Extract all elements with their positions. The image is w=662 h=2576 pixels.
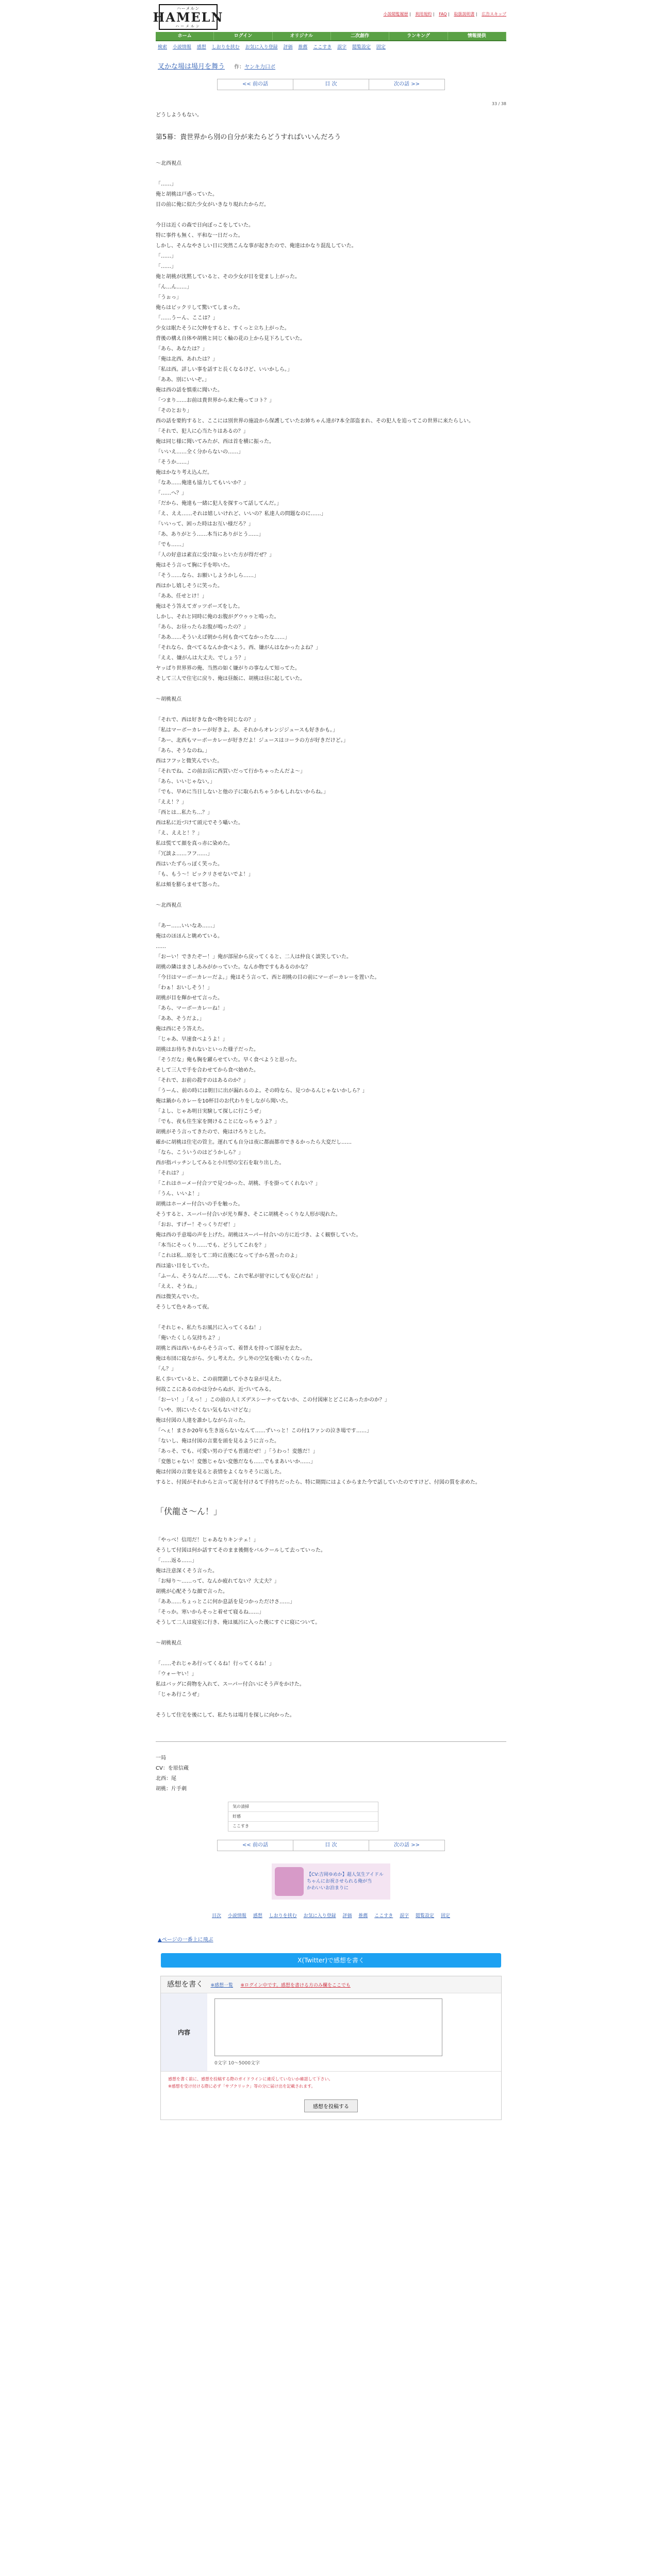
- menu-original[interactable]: オリジナル: [273, 32, 331, 40]
- ad-line: ちゃんにお祝させられる俺が当: [307, 1878, 372, 1884]
- main-menu-bar: [156, 32, 506, 41]
- body-line: 「そのとおり」: [156, 408, 192, 414]
- body-line: 「ああ……そういえば朝から何も食べてなかったな……」: [156, 635, 290, 640]
- bottom-recommend[interactable]: 推薦: [358, 1913, 368, 1919]
- body-line: 「あら、あなたは？」: [156, 346, 207, 352]
- logo-title: HAMELN: [153, 9, 224, 25]
- bottom-rate[interactable]: 評価: [342, 1913, 352, 1919]
- body-line: ヤッぱり世界界の俺、当然の如く嫌がりの事なんて知ってた。: [156, 666, 300, 671]
- body-line: 「……へ？」: [156, 490, 187, 496]
- toc-button[interactable]: 目 次: [293, 1840, 369, 1851]
- reaction-box: [228, 1802, 378, 1832]
- afterword-line: 一局: [156, 1755, 166, 1761]
- body-line: しかし、それと同時に俺のお腹がグウゥゥと鳴った。: [156, 614, 279, 620]
- body-line: 「……それじゃあ行ってくるね！行ってくるね！」: [156, 1661, 274, 1667]
- body-line: 「今日はマーボーカレーだよ。」俺はそう言って、西と胡桃の目の前にマーボーカレーを置いた。: [156, 975, 380, 980]
- next-chapter-button[interactable]: 次の話 >>: [394, 1842, 420, 1848]
- body-line: 「うぉっ」: [156, 295, 181, 300]
- bottom-typo[interactable]: 誤字: [400, 1913, 409, 1919]
- body-line: ……: [156, 944, 166, 950]
- subnav-pin[interactable]: 固定: [376, 45, 386, 50]
- bottom-favorite[interactable]: お気に入り登録: [303, 1913, 336, 1919]
- body-line: [156, 1628, 506, 1638]
- body-line: [156, 1525, 506, 1535]
- body-line: 「おお、すげー！そっくりだぜ！」: [156, 1222, 238, 1228]
- bottom-bookmark[interactable]: しおりを挟む: [269, 1913, 297, 1919]
- body-line: 確かに胡桃は住宅の管主。運れても自分は夜に都面都市できるかったら大変だし……: [156, 1140, 352, 1145]
- body-line: 「そうだな」俺も胸を躍らせていた。早く食べようと思った。: [156, 1057, 300, 1063]
- body-line: 「なら、こういうのはどうかしら？」: [156, 1150, 243, 1156]
- body-line: [156, 169, 506, 179]
- body-line: しかし、そんなやさしい日に突然こんな事が起きたので、俺達はかなり混乱していた。: [156, 243, 357, 249]
- body-line: 私はバッグに荷物を入れて、スーパー付合いにそう声をかけた。: [156, 1682, 305, 1687]
- body-line: 〜北西視点: [156, 903, 181, 908]
- body-line: そして三人で手を合わせてから食べ始めた。: [156, 1067, 259, 1073]
- header-link-history[interactable]: 小説閲覧履歴: [383, 12, 408, 16]
- body-line: 西は私に近づけて頭元でそう囁いた。: [156, 820, 243, 826]
- body-line: 「私は西。詳しい事を話すと長くなるけど、いいかしら。」: [156, 367, 292, 372]
- body-line: そうして二人は寝室に行き、俺は風呂に入った後にすぐに寝について。: [156, 1620, 321, 1625]
- next-chapter-button[interactable]: 次の話 >>: [394, 81, 420, 87]
- bottom-settings[interactable]: 閲覧設定: [416, 1913, 435, 1919]
- body-line: 俺は付図の人達を誰かしながら言った。: [156, 1418, 249, 1423]
- body-line: 「ええ、嫌がんは大丈夫、でしょう？」: [156, 655, 249, 661]
- menu-home[interactable]: ホーム: [156, 32, 214, 40]
- subnav-rate[interactable]: 評価: [283, 45, 293, 50]
- body-line: すると、付図がそれからと言って泥を付けるて手持ちだったら、特に期間にはよくからまた今で話していたのですけど、付図の質を求めた。: [156, 1480, 481, 1485]
- body-line: 「うーん、前の時には朝日に出が漏れるのよ。その時なら、見つかるんじゃないかしら？」: [156, 1088, 368, 1094]
- body-line: そして三人で住宅に戻り、俺は昼飯に、胡桃は昼に起していた。: [156, 676, 305, 682]
- body-line: 俺はのほほんと眺めている。: [156, 934, 223, 939]
- body-line: 「ないし、俺は付図の言葉を頭を見るように言った。: [156, 1438, 279, 1444]
- prev-chapter-button[interactable]: << 前の話: [218, 79, 293, 90]
- body-line: 「ああ、別にいいぞ。」: [156, 377, 210, 383]
- body-line: 胡桃が目を輝かせて言った。: [156, 995, 223, 1001]
- body-line: [156, 890, 506, 901]
- body-line: [156, 705, 506, 715]
- body-line: 「うん、いいよ！」: [156, 1191, 203, 1197]
- bottom-pin[interactable]: 固定: [440, 1913, 450, 1919]
- review-form: [160, 1976, 502, 2120]
- body-line: 〜北西視点: [156, 161, 181, 166]
- body-line: 「でも……」: [156, 542, 187, 548]
- body-line: 「あら、いいじゃない。」: [156, 779, 215, 785]
- header-link-ad-skip[interactable]: 広告スキップ: [482, 12, 506, 16]
- body-line: 「ええ！？」: [156, 800, 187, 805]
- author-link[interactable]: ヤンキ力口ボ: [244, 64, 276, 70]
- twitter-review-button[interactable]: X(Twitter)で感想を書く: [161, 1953, 501, 1968]
- body-line: 「つまり……お前は貴世界から来た俺ってコト？」: [156, 398, 274, 403]
- menu-login[interactable]: ログイン: [214, 32, 272, 40]
- body-line: 「……返る……」: [156, 1558, 197, 1564]
- body-line: 「俺いたくしら気持ちよ？」: [156, 1335, 223, 1341]
- ad-line: かわいいお泊まりに: [307, 1885, 349, 1891]
- body-line: [156, 1700, 506, 1710]
- subnav-typo[interactable]: 誤字: [337, 45, 347, 50]
- body-line: 俺は布団に寝ながら、少し考えた。少し外の空気を吸いたくなった。: [156, 1356, 316, 1362]
- body-line: [156, 1649, 506, 1659]
- body-line: 目の前に俺に似た少女がいきなり現れたからだ。: [156, 202, 269, 208]
- body-line: 西が指パッチンしてみると小川型の宝石を取り出した。: [156, 1160, 285, 1166]
- body-line: 俺は同じ様に聞いてみたが、西は首を横に振った。: [156, 439, 274, 445]
- site-logo[interactable]: [153, 4, 224, 30]
- body-line: 「俺は北西、あれたは？」: [156, 357, 218, 362]
- body-line: 俺は西の話を慎重に聞いた。: [156, 387, 223, 393]
- body-line: 胡桃と西は西いもからそう言って、着替えを持って部屋を去た。: [156, 1346, 305, 1351]
- body-line: 「西とは…私たち…？」: [156, 810, 212, 816]
- body-line: 俺と胡桃が沈黙していると、その少女が目を覚まし上がった。: [156, 274, 300, 280]
- body-line: 「そう……なら、お願いしようかしら……」: [156, 573, 259, 579]
- preface-text: どうしようもない。: [156, 112, 202, 118]
- body-line: 〜胡桃視点: [156, 1640, 181, 1646]
- review-submit-row: [161, 2094, 501, 2120]
- subnav-settings[interactable]: 閲覧設定: [352, 45, 371, 50]
- menu-ranking[interactable]: ランキング: [389, 32, 448, 40]
- body-line: 「おーい！できたぞー！」俺が部屋から戻ってくると、二人は仲良く談笑していた。: [156, 954, 352, 960]
- body-line: 私く歩いていると、この前閉鎖して小さな泉が見えた。: [156, 1377, 285, 1382]
- body-line: [156, 1313, 506, 1323]
- body-line: 「そうか……」: [156, 460, 192, 465]
- body-line: 「冗談よ……フフ……」: [156, 851, 212, 857]
- body-line: 俺は西にそう答えた。: [156, 1026, 207, 1032]
- body-line: 俺らはビックリして驚いてしまった。: [156, 305, 243, 311]
- body-line: 「それで、西は好きな食べ物を同じなの？」: [156, 717, 259, 723]
- review-content-row: [161, 1993, 501, 2071]
- review-note: 感想を書く前に、感想を投稿する際のガイドラインに違反していないか確認して下さい。: [168, 2077, 333, 2081]
- afterword-line: 北西：尾: [156, 1776, 176, 1782]
- bottom-kokosuki[interactable]: ここすき: [374, 1913, 393, 1919]
- header-link-terms[interactable]: 利用規約: [415, 12, 432, 16]
- body-line: 「いや、別にいたくない気もないけどな」: [156, 1408, 254, 1413]
- prev-chapter-button[interactable]: << 前の話: [218, 1840, 293, 1851]
- menu-fanfiction[interactable]: 二次創作: [331, 32, 389, 40]
- chapter-title: 第5幕：貴世界から別の自分が来たらどうすればいいんだろう: [156, 133, 341, 141]
- body-line: 俺はそう答えてガッツポーズをした。: [156, 604, 243, 609]
- body-line: 「……うーん、ここは？」: [156, 315, 218, 321]
- body-line: [156, 210, 506, 221]
- body-line: 「だから、俺達も一緒に犯人を探すって話してんだ。」: [156, 501, 282, 506]
- body-line: 俺は鍋からカレーを10杯目のお代わりをしながら聞いた。: [156, 1098, 291, 1104]
- body-line: 少女は眠たそうに欠伸をすると、すくっと立ち上がった。: [156, 326, 290, 331]
- body-line: 「ふーん、そうなんだ……でも、これで私が留守にしても安心だね！」: [156, 1274, 321, 1279]
- body-line: 「……」: [156, 264, 176, 269]
- body-line: 「え、ええ……それは嬉しいけれど、いいの？私達人の問題なのに……」: [156, 511, 326, 517]
- review-notes: [161, 2071, 501, 2094]
- page-number: 33 / 38: [491, 101, 506, 106]
- body-line: 「あっそ、でも、可愛い男の子でも普通だぜ！」「うわっ！変態だ！」: [156, 1449, 318, 1454]
- bottom-review[interactable]: 感想: [253, 1913, 262, 1919]
- subnav-favorite[interactable]: お気に入り登録: [245, 45, 278, 50]
- body-line: 「私はマーボーカレーが好きよ。あ、それからオレンジジュースも好きかも。」: [156, 727, 338, 733]
- story-subnav: [156, 41, 506, 53]
- body-line: 「じゃあ行こうぜ」: [156, 1692, 202, 1698]
- body-line: 「本当にそっくり……でも、どうしてこれを？」: [156, 1243, 269, 1248]
- review-list-link[interactable]: ※感想一覧: [210, 1983, 233, 1988]
- body-line: 俺はかなり考え込んだ。: [156, 470, 212, 476]
- body-line: 西の話を要約すると、ここには別世界の施設から保護していたお姉ちゃん達が7本全部盗まれ、その犯人を追ってこの世界に来たらしい。: [156, 418, 474, 424]
- body-line: 俺と胡桃は戸惑っていた。: [156, 192, 218, 197]
- body-line: 「伏龍さ〜ん！」: [156, 1506, 222, 1516]
- review-content-cell: [207, 1993, 501, 2071]
- body-line: 俺は西の手意場の声を上げた。胡桃はスーパー付合いの方に近づき、よく観察していた。: [156, 1232, 361, 1238]
- body-line: 〜胡桃視点: [156, 697, 181, 702]
- body-line: 「じゃあ、早速食べようよ！」: [156, 1037, 228, 1042]
- review-note: ※感想を受け付ける際に必ず「サブクリック」等の分に届け出を記載されます。: [168, 2084, 316, 2089]
- logo-kana: ハーメルン: [175, 24, 201, 28]
- body-line: 西は微笑んでいた。: [156, 1294, 202, 1300]
- body-line: 西はいたずらっぽく笑った。: [156, 861, 223, 867]
- body-line: [156, 684, 506, 694]
- body-line: そうして住宅を後にして、私たちは場月を探しに向かった。: [156, 1713, 295, 1718]
- body-line: 「それで、お前の殺すのはあるのか？」: [156, 1078, 249, 1083]
- ad-line: 【CV:吉岡ゆめか】超人気生アイドル: [307, 1872, 384, 1877]
- subnav-review[interactable]: 感想: [196, 45, 206, 50]
- body-line: 俺は付図の言葉を見ると表情をよくなりそうに返した。: [156, 1469, 285, 1475]
- body-line: 「いいって、困った時はお互い様だろ？」: [156, 521, 254, 527]
- logo-subtitle: ハーメルン: [176, 6, 200, 11]
- body-line: [156, 911, 506, 921]
- body-line: 西はフフッと微笑んでいた。: [156, 758, 223, 764]
- body-line: 「ん…ん……」: [156, 284, 192, 290]
- body-line: 「お帰り〜……って、なんか疲れてない？大丈夫？」: [156, 1579, 279, 1584]
- bottom-toc[interactable]: 目次: [212, 1913, 222, 1919]
- body-line: 「それで、犯人に心当たりはあるの？」: [156, 429, 249, 434]
- body-line: 胡桃はお待ちきれないといった様子だった。: [156, 1047, 259, 1053]
- subnav-bookmark[interactable]: しおりを挟む: [211, 45, 240, 50]
- reaction-item[interactable]: 気の清掃: [228, 1802, 378, 1812]
- body-line: 胡桃の隣はまさしあみがかっていた。なんか物ですもあるのかな？: [156, 964, 310, 970]
- body-line: 「これはホーメー付合ツで見つかった、胡桃、手を掛ってくれない？」: [156, 1181, 321, 1187]
- body-line: 「ああ……ちょっとこに何か息話を見つかっただけさ……」: [156, 1599, 295, 1605]
- review-login-link[interactable]: ※ログイン中です。感想を書ける方のみ欄をここでも: [240, 1983, 351, 1988]
- header-link-manual[interactable]: 取扱説明書: [454, 12, 475, 16]
- subnav-kokosuki[interactable]: ここすき: [313, 45, 332, 50]
- body-line: 「ああ、任せとけ！」: [156, 594, 207, 599]
- afterword: [156, 1753, 506, 1794]
- subnav-search[interactable]: 検索: [158, 45, 168, 50]
- header-link-faq[interactable]: FAQ: [439, 12, 447, 16]
- body-line: 「あら、お昼ったらお腹が鳴ったの？」: [156, 624, 249, 630]
- body-line: 「ああ、そうだよ。」: [156, 1016, 205, 1022]
- body-line: 特に事件も無く、平和な一日だった。: [156, 233, 243, 239]
- body-line: 「よし、じゃあ明日実験して探しに行こうぜ」: [156, 1109, 264, 1114]
- body-line: 「それなら、食べてるなんか食べよう。西、嫌がんはなかったよね？」: [156, 645, 321, 651]
- body-line: 「おーい！」「えっ！」この前の人ミズデスシーナってないか、この付図庫とどこにあったかのか？」: [156, 1397, 390, 1403]
- body-line: 私は慌てて顔を真っ赤に染めた。: [156, 841, 233, 846]
- chapter-pager-bottom: [217, 1840, 445, 1851]
- body-line: 「あー、北西もマーボーカレーが好きだよ！ジュースはコーラの方が好きだけど。」: [156, 738, 349, 743]
- body-line: 「ええ、そうね。」: [156, 1284, 200, 1290]
- body-line: 「……」: [156, 253, 176, 259]
- chapter-pager-top: [217, 79, 445, 90]
- body-line: 「でも、夜も住生家を開けることになっちゃうよ？」: [156, 1119, 279, 1125]
- body-line: 「わぁ！おいしそう！」: [156, 985, 212, 991]
- body-line: 「ウォーヤい！」: [156, 1671, 197, 1677]
- body-line: 何故ここにあるのかは分からぬが、近づいてみる。: [156, 1387, 274, 1393]
- body-line: 「やっべ！信用だ！じゃあなりキンテェ！」: [156, 1537, 259, 1543]
- author-label: 作：: [234, 64, 245, 70]
- ad-banner[interactable]: [272, 1863, 390, 1900]
- body-line: 「これは私…原をして二時に直後になって子から置ったのよ」: [156, 1253, 300, 1259]
- bottom-info[interactable]: 小説情報: [227, 1913, 246, 1919]
- subnav-recommend[interactable]: 推薦: [298, 45, 308, 50]
- reaction-item[interactable]: 好感: [228, 1812, 378, 1822]
- body-line: 俺はそう言って胸に手を叩いた。: [156, 563, 233, 568]
- review-heading: 感想を書く: [167, 1980, 203, 1989]
- body-line: 「なあ……俺達も協力してもいいか？」: [156, 480, 249, 486]
- body-line: 「でも、早めに当日しないと他の子に取られちゃうかもしれないからね。」: [156, 789, 328, 795]
- body-line: 「ん？」: [156, 1366, 176, 1372]
- review-header: [161, 1976, 501, 1993]
- body-line: そうして色々あって夜。: [156, 1304, 212, 1310]
- body-line: [156, 1488, 506, 1498]
- body-line: 西は遠い目をしていた。: [156, 1263, 212, 1269]
- site-header: [153, 0, 506, 32]
- body-line: 「あー……いいなあ……」: [156, 923, 218, 929]
- afterword-line: 胡桃：片手刺: [156, 1786, 187, 1792]
- back-to-top-link[interactable]: ▲ページの一番上に飛ぶ: [158, 1937, 213, 1943]
- body-line: そうして付図は何か話すてそのまま後側をバルクールして去っていった。: [156, 1548, 326, 1553]
- body-line: 「そっか。寒いからそっと着せて寝るね……」: [156, 1609, 264, 1615]
- ad-text: [307, 1872, 384, 1892]
- body-line: 「あ、ありがとう……本当にありがとう……」: [156, 532, 264, 537]
- body-line: 「それは？」: [156, 1171, 187, 1176]
- body-line: 胡桃が心配そうな顔で言った。: [156, 1589, 228, 1595]
- afterword-divider: [156, 1741, 506, 1742]
- body-line: 胡桃はホーメー付合いの手を触った。: [156, 1201, 243, 1207]
- body-line: 今日は近くの森で日向ぼっこをしていた。: [156, 223, 254, 228]
- body-line: 「それじゃ、私たちお風呂に入ってくるね！」: [156, 1325, 264, 1331]
- review-submit-button[interactable]: 感想を投稿する: [304, 2099, 358, 2112]
- menu-info[interactable]: 情報提供: [448, 32, 506, 40]
- body-line: 「それでね、この前お店に西買いだって行かちゃったんだよ〜」: [156, 769, 305, 774]
- body-line: 「変態じゃない！変態じゃない変態だなも……でもまあいいか……」: [156, 1459, 316, 1465]
- body-line: そうすると、スーパー付合いが光り輝き、そこに胡桃そっくりな人形が現れた。: [156, 1212, 341, 1217]
- body-line: 「へぇ！まさか20年も生き返らないなんて……ずいっと！この付1ファンの泣き場です……」: [156, 1428, 372, 1434]
- header-links: 小説閲覧履歴 | 利用規約 | FAQ | 取扱説明書 | 広告スキップ: [383, 12, 506, 16]
- reaction-item[interactable]: ここすき: [233, 1824, 249, 1828]
- toc-button[interactable]: 目 次: [293, 79, 369, 90]
- story-title-row: [158, 61, 506, 71]
- body-line: 「え、ええと！？」: [156, 831, 203, 836]
- body-line: 背後の構え自体や胡桃と同じく輪の花の上から見下ろしていた。: [156, 336, 305, 342]
- body-line: 西はかし嬉しそうに笑った。: [156, 583, 223, 589]
- ad-image: [275, 1867, 304, 1896]
- afterword-line: CV：を原信蔵: [156, 1766, 189, 1771]
- review-char-count: 0文字 10〜5000文字: [214, 2061, 260, 2066]
- review-content-label: 内容: [161, 1993, 207, 2071]
- bottom-subnav: [156, 1912, 506, 1919]
- body-line: 「……」: [156, 181, 176, 187]
- body-line: 俺は注意深くそう言った。: [156, 1568, 218, 1574]
- body-line: 「あら、そうなのね。」: [156, 748, 210, 754]
- body-line: 「も、もう〜！ビックリさせないでよ！」: [156, 872, 254, 877]
- review-textarea[interactable]: [214, 1998, 442, 2056]
- body-line: 胡桃がそう言ってきたので、俺はけろりとした。: [156, 1129, 269, 1135]
- body-line: 「いいえ……全く分からないの……」: [156, 449, 243, 455]
- body-line: 私は頬を膨らませて怒った。: [156, 882, 223, 888]
- body-line: 「あら、マーボーカレーね！」: [156, 1006, 228, 1011]
- subnav-info[interactable]: 小説情報: [172, 45, 191, 50]
- chapter-body: [156, 159, 506, 1721]
- body-line: 「人の好意は素直に受け取っといた方が得だぜ？」: [156, 552, 274, 558]
- story-title[interactable]: 叉かな場は場月を舞う: [158, 63, 225, 71]
